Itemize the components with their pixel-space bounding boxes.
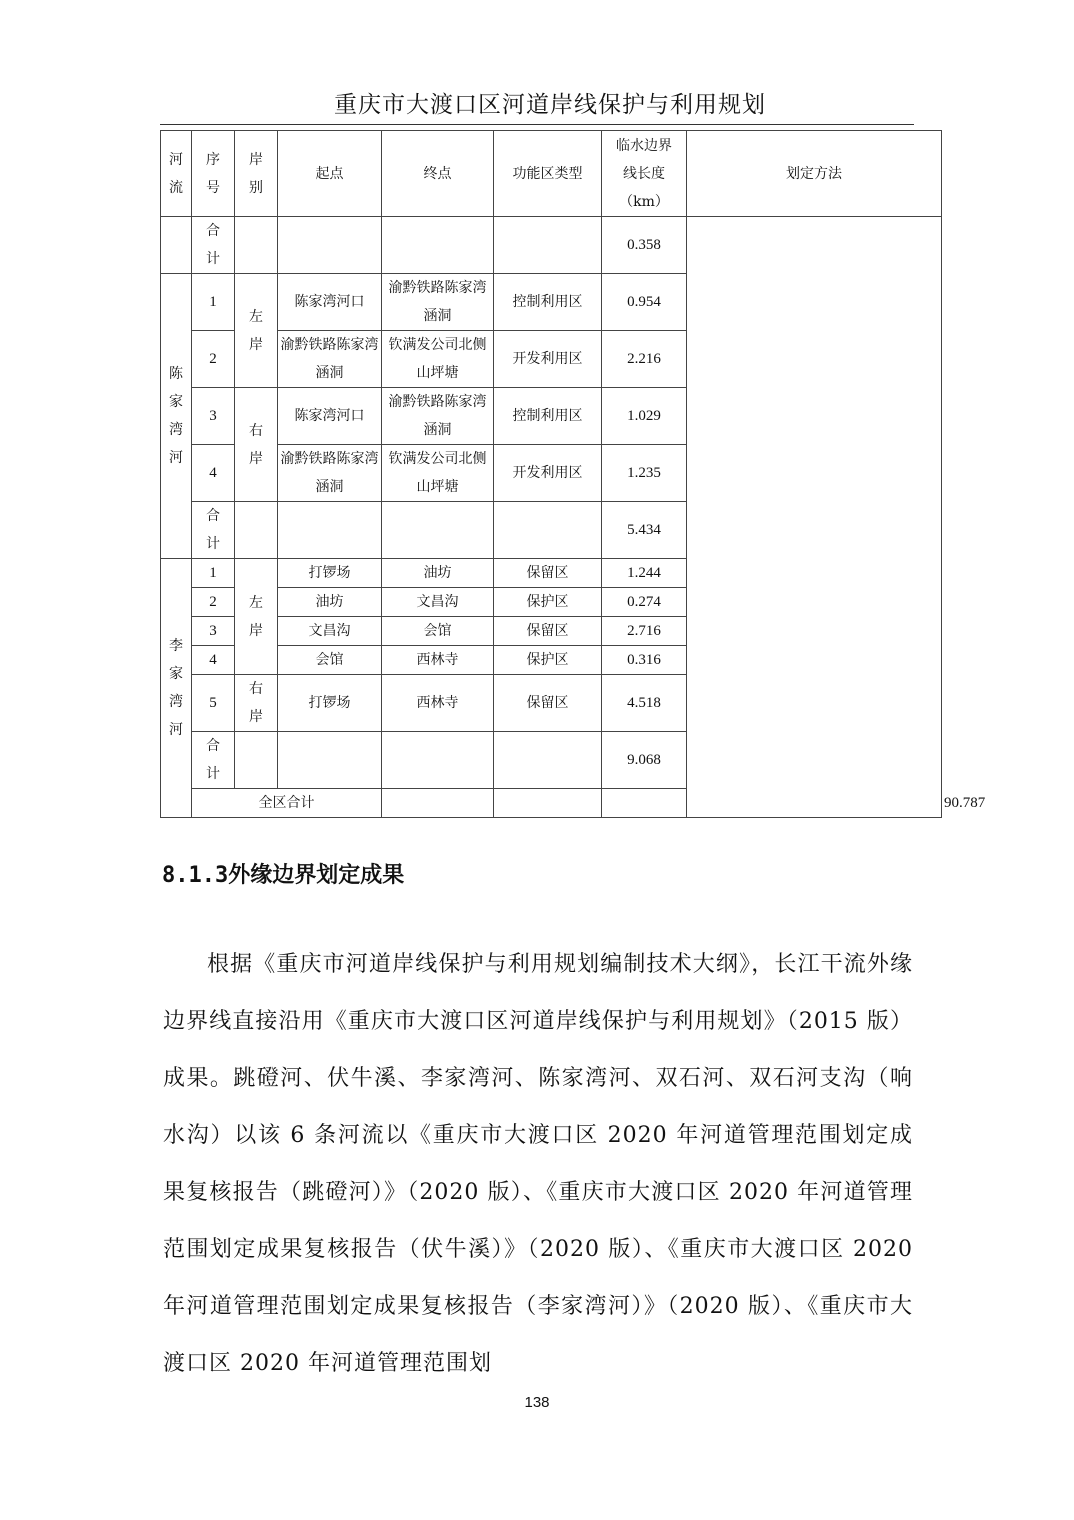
zone-cell: 保护区	[494, 588, 602, 617]
seq-cell: 2	[192, 331, 235, 388]
seq-cell: 3	[192, 388, 235, 445]
page-header-title: 重庆市大渡口区河道岸线保护与利用规划	[334, 92, 766, 118]
start-cell: 陈家湾河口	[278, 274, 382, 331]
subtotal-label: 合计	[192, 217, 235, 274]
river-name-lijiawan: 李家湾河	[161, 559, 192, 818]
grand-total-label: 全区合计	[192, 789, 382, 818]
end-cell: 西林寺	[382, 646, 494, 675]
header-zone: 功能区类型	[494, 131, 602, 217]
length-cell: 0.274	[602, 588, 687, 617]
start-cell: 渝黔铁路陈家湾涵洞	[278, 445, 382, 502]
header-seq: 序号	[192, 131, 235, 217]
zone-cell: 控制利用区	[494, 274, 602, 331]
seq-cell: 3	[192, 617, 235, 646]
subtotal-length: 0.358	[602, 217, 687, 274]
zone-cell: 保护区	[494, 646, 602, 675]
zone-cell: 保留区	[494, 617, 602, 646]
start-cell: 渝黔铁路陈家湾涵洞	[278, 331, 382, 388]
end-cell: 油坊	[382, 559, 494, 588]
length-cell: 4.518	[602, 675, 687, 732]
start-cell: 油坊	[278, 588, 382, 617]
length-cell: 1.235	[602, 445, 687, 502]
method-cell	[687, 217, 942, 818]
end-cell: 渝黔铁路陈家湾涵洞	[382, 274, 494, 331]
subtotal-label: 合计	[192, 502, 235, 559]
bank-right: 右岸	[235, 675, 278, 732]
start-cell: 会馆	[278, 646, 382, 675]
length-cell: 0.316	[602, 646, 687, 675]
bank-left: 左岸	[235, 274, 278, 388]
header-end: 终点	[382, 131, 494, 217]
header-river: 河流	[161, 131, 192, 217]
length-cell: 1.029	[602, 388, 687, 445]
start-cell: 打锣场	[278, 675, 382, 732]
end-cell: 渝黔铁路陈家湾涵洞	[382, 388, 494, 445]
section-heading: 8.1.3外缘边界划定成果	[162, 863, 405, 888]
zone-cell: 保留区	[494, 675, 602, 732]
grand-total-row: 全区合计 90.787	[161, 789, 942, 818]
header-start: 起点	[278, 131, 382, 217]
header-method: 划定方法	[687, 131, 942, 217]
seq-cell: 4	[192, 646, 235, 675]
header-divider	[160, 124, 914, 125]
seq-cell: 2	[192, 588, 235, 617]
subtotal-length: 9.068	[602, 732, 687, 789]
seq-cell: 1	[192, 274, 235, 331]
start-cell: 文昌沟	[278, 617, 382, 646]
header-length: 临水边界线长度（km）	[602, 131, 687, 217]
start-cell: 陈家湾河口	[278, 388, 382, 445]
seq-cell: 4	[192, 445, 235, 502]
end-cell: 钦满发公司北侧山坪塘	[382, 445, 494, 502]
header-bank: 岸别	[235, 131, 278, 217]
length-cell: 2.716	[602, 617, 687, 646]
length-cell: 1.244	[602, 559, 687, 588]
river-name-chenjiawan: 陈家湾河	[161, 274, 192, 559]
end-cell: 文昌沟	[382, 588, 494, 617]
bank-right: 右岸	[235, 388, 278, 502]
end-cell: 会馆	[382, 617, 494, 646]
bank-left: 左岸	[235, 559, 278, 675]
subtotal-label: 合计	[192, 732, 235, 789]
start-cell: 打锣场	[278, 559, 382, 588]
end-cell: 钦满发公司北侧山坪塘	[382, 331, 494, 388]
zone-cell: 开发利用区	[494, 331, 602, 388]
zone-cell: 控制利用区	[494, 388, 602, 445]
table-header-row	[161, 131, 942, 217]
length-cell: 2.216	[602, 331, 687, 388]
body-paragraph: 根据《重庆市河道岸线保护与利用规划编制技术大纲》，长江干流外缘边界线直接沿用《重庆市大渡口区河道岸线保护与利用规划》（2015 版）成果。跳磴河、伏牛溪、李家湾河、陈家湾河、双石河、双石河支沟（响水沟）以该 6 条河流以《重庆市大渡口区 2020 年河道管理范围划定成果复核报告（跳磴河）》（2020 版）、《重庆市大渡口区 2020 年河道管理范围划定成果复核报告（伏牛溪）》（2020 版）、《重庆市大渡口区 2020 年河道管理范围划定成果复核报告（李家湾河）》（2020 版）、《重庆市大渡口区 2020 年河道管理范围划	[163, 952, 913, 1376]
page-number: 138	[524, 1394, 550, 1411]
seq-cell: 1	[192, 559, 235, 588]
table-row	[161, 217, 942, 274]
zone-cell: 保留区	[494, 559, 602, 588]
length-cell: 0.954	[602, 274, 687, 331]
shoreline-boundary-table	[160, 130, 986, 818]
seq-cell: 5	[192, 675, 235, 732]
end-cell: 西林寺	[382, 675, 494, 732]
zone-cell: 开发利用区	[494, 445, 602, 502]
subtotal-length: 5.434	[602, 502, 687, 559]
